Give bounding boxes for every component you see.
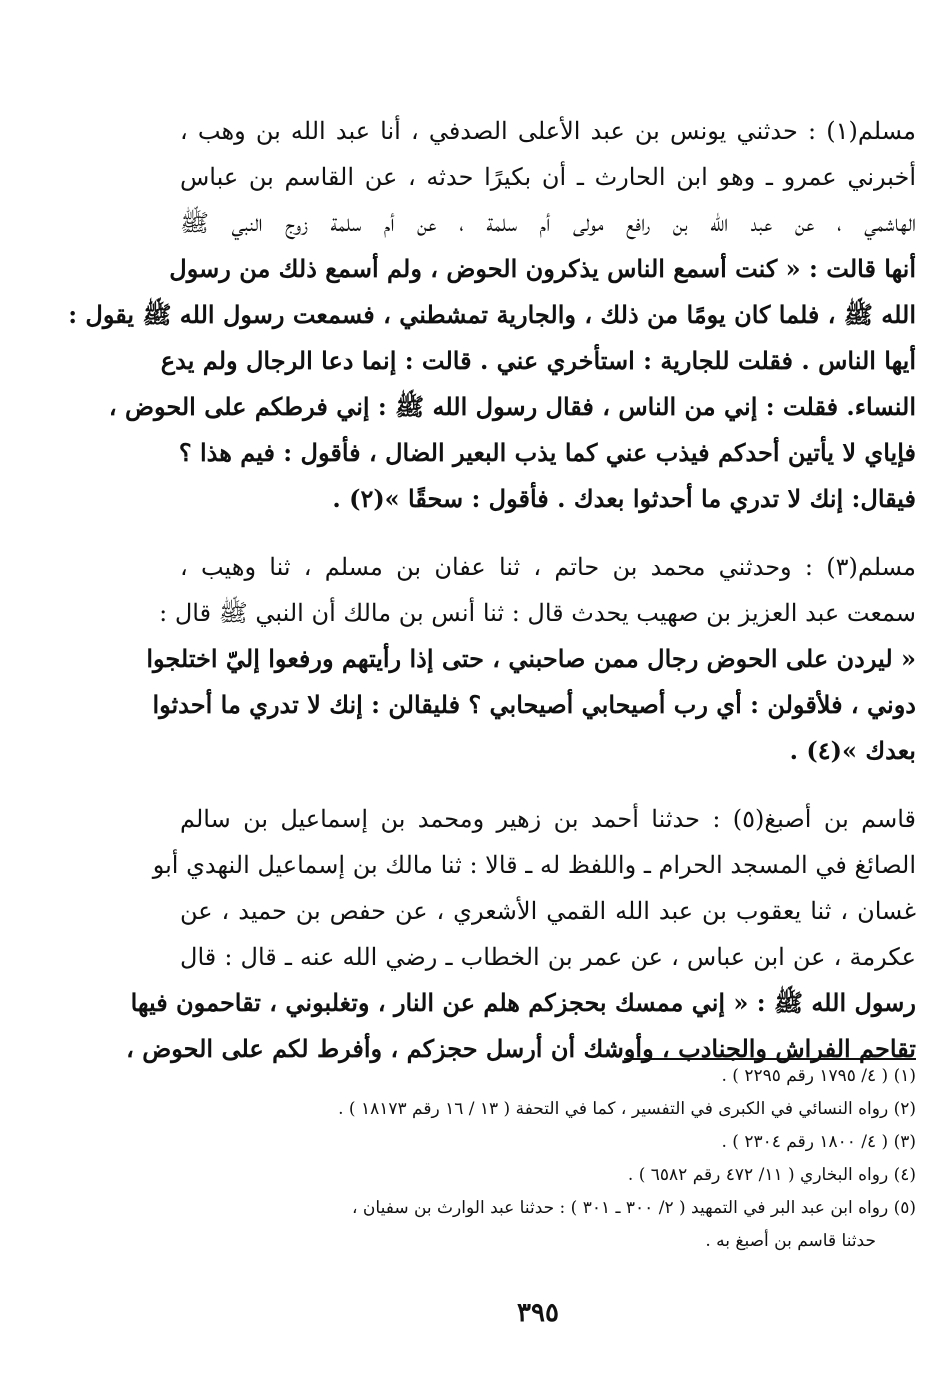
paragraph — [68, 108, 916, 522]
text-line: غسان ، ثنا يعقوب بن عبد الله القمي الأشعري ، عن حفص بن حميد ، عن — [180, 897, 916, 925]
main-text — [68, 108, 917, 1072]
text-line: تقاحم الفراش والجنادب ، وأوشك أن أرسل حجزكم ، وأفرط لكم على الحوض ، — [126, 1034, 916, 1063]
footnotes — [180, 1058, 916, 1258]
text-line: الصائغ في المسجد الحرام ـ واللفظ له ـ قالا : ثنا مالك بن إسماعيل النهدي أبو — [152, 851, 916, 879]
footnote-list — [180, 1060, 916, 1258]
text-line: سمعت عبد العزيز بن صهيب يحدث قال : ثنا أنس بن مالك أن النبي ﷺ قال : — [159, 599, 916, 627]
text-line: مسلم(٣) : وحدثني محمد بن حاتم ، ثنا عفان بن مسلم ، ثنا وهيب ، — [180, 553, 916, 581]
page-number: ٣٩٥ — [517, 1298, 559, 1328]
text-line: عكرمة ، عن ابن عباس ، عن عمر بن الخطاب ـ رضي الله عنه ـ قال : قال — [180, 943, 916, 971]
footnote: حدثنا قاسم بن أصبغ به . — [705, 1231, 876, 1251]
text-line: دوني ، فلأقولن : أي رب أصيحابي أصيحابي ؟ فليقالن : إنك لا تدري ما أحدثوا — [152, 690, 916, 719]
text-line: الله ﷺ ، فلما كان يومًا من ذلك ، والجارية تمشطني ، فسمعت رسول الله ﷺ يقول : — [68, 300, 916, 329]
page-body — [68, 108, 917, 1328]
text-line: النساء. فقلت : إني من الناس ، فقال رسول الله ﷺ : إني فرطكم على الحوض ، — [108, 392, 916, 421]
text-line: أخبرني عمرو ـ وهو ابن الحارث ـ أن بكيرًا حدثه ، عن القاسم بن عباس — [180, 163, 916, 191]
text-line: بعدك »(٤) . — [789, 736, 916, 765]
footnote: (٢) رواه النسائي في الكبرى في التفسير ، كما في التحفة ( ١٣ / ١٦ رقم ١٨١٧٣ ) . — [338, 1099, 916, 1119]
paragraph-gap — [180, 522, 916, 544]
text-line: « ليردن على الحوض رجال ممن صاحبني ، حتى إذا رأيتهم ورفعوا إليّ اختلجوا — [146, 644, 916, 673]
text-line: الهاشمي ، عن عبد الله بن رافع مولى أم سلمة ، عن أم سلمة زوج النبي ﷺ — [180, 209, 916, 237]
text-line: رسول الله ﷺ : « إني ممسك بحجزكم هلم عن النار ، وتغلبوني ، تقاحمون فيها — [130, 988, 916, 1017]
text-line: قاسم بن أصبغ(٥) : حدثنا أحمد بن زهير ومحمد بن إسماعيل بن سالم — [180, 805, 917, 833]
text-line: مسلم(١) : حدثني يونس بن عبد الأعلى الصدفي ، أنا عبد الله بن وهب ، — [180, 117, 916, 145]
footnote: (٥) رواه ابن عبد البر في التمهيد ( ٢/ ٣٠٠ ـ ٣٠١ ) : حدثنا عبد الوارث بن سفيان ، — [352, 1198, 916, 1218]
paragraph — [126, 796, 917, 1072]
footnote: (٣) ( ٤/ ١٨٠٠ رقم ٢٣٠٤ ) . — [721, 1132, 916, 1152]
text-line: أنها قالت : « كنت أسمع الناس يذكرون الحوض ، ولم أسمع ذلك من رسول — [169, 254, 916, 283]
text-line: فيقال: إنك لا تدري ما أحدثوا بعدك . فأقول : سحقًا »(٢) . — [332, 484, 916, 513]
text-line: فإياي لا يأتين أحدكم فيذب عني كما يذب البعير الضال ، فأقول : فيم هذا ؟ — [178, 438, 916, 467]
footnote: (٤) رواه البخاري ( ١١/ ٤٧٢ رقم ٦٥٨٢ ) . — [627, 1165, 916, 1185]
paragraph — [146, 544, 916, 774]
footnote: (١) ( ٤/ ١٧٩٥ رقم ٢٢٩٥ ) . — [721, 1066, 916, 1086]
paragraph-gap — [180, 774, 916, 796]
text-line: أيها الناس . فقلت للجارية : استأخري عني . قالت : إنما دعا الرجال ولم يدع — [160, 346, 916, 375]
